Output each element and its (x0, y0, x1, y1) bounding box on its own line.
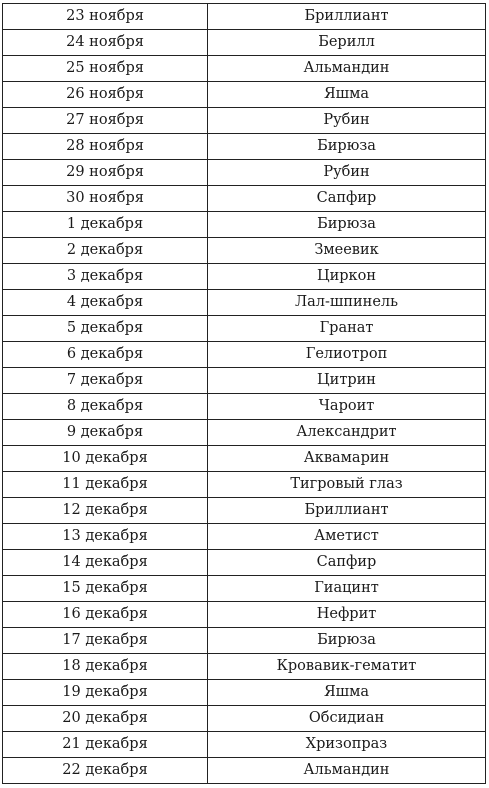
stone-cell: Лал-шпинель (208, 290, 486, 316)
stone-cell: Альмандин (208, 758, 486, 784)
stone-cell: Сапфир (208, 186, 486, 212)
date-cell: 21 декабря (3, 732, 208, 758)
date-cell: 19 декабря (3, 680, 208, 706)
table-body (3, 4, 486, 784)
stone-cell: Тигровый глаз (208, 472, 486, 498)
table-row (3, 524, 486, 550)
stone-cell: Рубин (208, 108, 486, 134)
table-row (3, 186, 486, 212)
date-cell: 12 декабря (3, 498, 208, 524)
stone-cell: Бирюза (208, 134, 486, 160)
stone-cell: Змеевик (208, 238, 486, 264)
table-row (3, 732, 486, 758)
date-cell: 29 ноября (3, 160, 208, 186)
stone-cell: Яшма (208, 680, 486, 706)
date-cell: 10 декабря (3, 446, 208, 472)
stone-cell: Альмандин (208, 56, 486, 82)
date-cell: 23 ноября (3, 4, 208, 30)
stone-cell: Бирюза (208, 212, 486, 238)
date-cell: 4 декабря (3, 290, 208, 316)
date-cell: 27 ноября (3, 108, 208, 134)
date-cell: 13 декабря (3, 524, 208, 550)
date-cell: 1 декабря (3, 212, 208, 238)
stone-cell: Берилл (208, 30, 486, 56)
date-cell: 6 декабря (3, 342, 208, 368)
table-row (3, 654, 486, 680)
table-row (3, 368, 486, 394)
stone-cell: Чароит (208, 394, 486, 420)
stone-cell: Сапфир (208, 550, 486, 576)
table-row (3, 30, 486, 56)
date-cell: 15 декабря (3, 576, 208, 602)
table-row (3, 82, 486, 108)
stone-cell: Рубин (208, 160, 486, 186)
stone-cell: Бриллиант (208, 498, 486, 524)
stone-cell: Цитрин (208, 368, 486, 394)
stone-cell: Бирюза (208, 628, 486, 654)
table-row (3, 238, 486, 264)
table-row (3, 108, 486, 134)
date-cell: 28 ноября (3, 134, 208, 160)
table-row (3, 446, 486, 472)
stone-cell: Яшма (208, 82, 486, 108)
stone-cell: Аквамарин (208, 446, 486, 472)
table-row (3, 4, 486, 30)
stone-cell: Бриллиант (208, 4, 486, 30)
stone-cell: Кровавик-гематит (208, 654, 486, 680)
date-cell: 2 декабря (3, 238, 208, 264)
table-row (3, 706, 486, 732)
table-row (3, 550, 486, 576)
stone-cell: Александрит (208, 420, 486, 446)
date-cell: 22 декабря (3, 758, 208, 784)
stone-cell: Нефрит (208, 602, 486, 628)
table-row (3, 420, 486, 446)
table-row (3, 290, 486, 316)
date-cell: 11 декабря (3, 472, 208, 498)
date-cell: 20 декабря (3, 706, 208, 732)
date-cell: 18 декабря (3, 654, 208, 680)
date-cell: 3 декабря (3, 264, 208, 290)
stone-cell: Хризопраз (208, 732, 486, 758)
table-row (3, 758, 486, 784)
table-row (3, 602, 486, 628)
table-row (3, 342, 486, 368)
table-row (3, 498, 486, 524)
table-row (3, 212, 486, 238)
date-cell: 25 ноября (3, 56, 208, 82)
table-row (3, 628, 486, 654)
table-row (3, 576, 486, 602)
table-row (3, 680, 486, 706)
date-cell: 26 ноября (3, 82, 208, 108)
stone-cell: Гелиотроп (208, 342, 486, 368)
stone-cell: Обсидиан (208, 706, 486, 732)
birthstone-table-container (2, 3, 485, 784)
birthstone-table (2, 3, 486, 784)
date-cell: 17 декабря (3, 628, 208, 654)
date-cell: 24 ноября (3, 30, 208, 56)
table-row (3, 264, 486, 290)
stone-cell: Гиацинт (208, 576, 486, 602)
table-row (3, 472, 486, 498)
date-cell: 30 ноября (3, 186, 208, 212)
stone-cell: Циркон (208, 264, 486, 290)
date-cell: 8 декабря (3, 394, 208, 420)
table-row (3, 394, 486, 420)
stone-cell: Аметист (208, 524, 486, 550)
date-cell: 7 декабря (3, 368, 208, 394)
stone-cell: Гранат (208, 316, 486, 342)
table-row (3, 134, 486, 160)
date-cell: 16 декабря (3, 602, 208, 628)
table-row (3, 56, 486, 82)
table-row (3, 160, 486, 186)
date-cell: 14 декабря (3, 550, 208, 576)
table-row (3, 316, 486, 342)
date-cell: 9 декабря (3, 420, 208, 446)
date-cell: 5 декабря (3, 316, 208, 342)
